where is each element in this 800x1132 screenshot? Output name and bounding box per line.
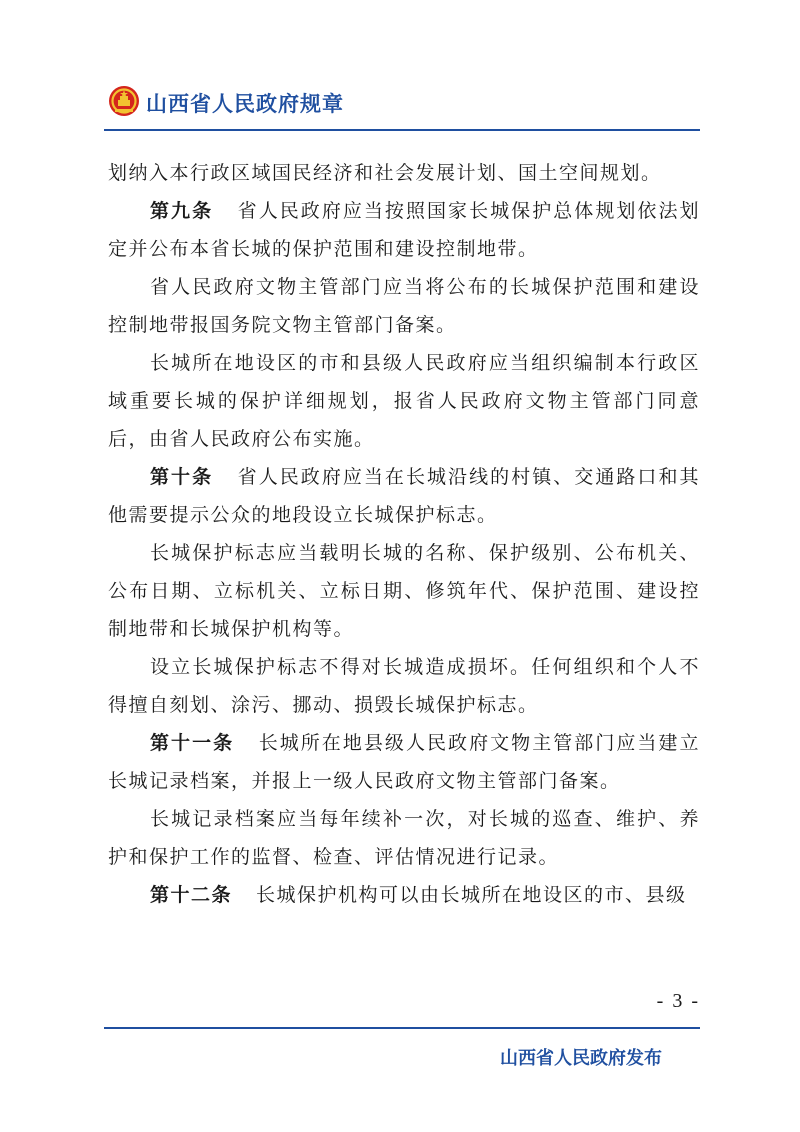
footer-title: 山西省人民政府发布 bbox=[500, 1048, 662, 1069]
national-emblem-icon bbox=[108, 84, 140, 118]
paragraph-text: 长城所在地设区的市和县级人民政府应当组织编制本行政区域重要长城的保护详细规划，报省人民政府文物主管部门同意后，由省人民政府公布实施。 bbox=[108, 352, 700, 450]
header-divider bbox=[104, 129, 700, 131]
paragraph-text: 长城记录档案应当每年续补一次，对长城的巡查、维护、养护和保护工作的监督、检查、评估情况进行记录。 bbox=[108, 808, 700, 868]
paragraph bbox=[108, 344, 700, 458]
paragraph bbox=[108, 724, 700, 800]
footer-divider bbox=[104, 1027, 700, 1029]
paragraph bbox=[108, 192, 700, 268]
paragraph bbox=[108, 648, 700, 724]
paragraph-text: 省人民政府文物主管部门应当将公布的长城保护范围和建设控制地带报国务院文物主管部门备案。 bbox=[108, 276, 700, 336]
paragraph-text: 省人民政府应当在长城沿线的村镇、交通路口和其他需要提示公众的地段设立长城保护标志。 bbox=[108, 466, 700, 526]
page-number: - 3 - bbox=[656, 990, 700, 1012]
article-number: 第十条 bbox=[150, 466, 214, 488]
paragraph-text: 设立长城保护标志不得对长城造成损坏。任何组织和个人不得擅自刻划、涂污、挪动、损毁长城保护标志。 bbox=[108, 656, 700, 716]
paragraph-text: 长城保护标志应当载明长城的名称、保护级别、公布机关、公布日期、立标机关、立标日期、修筑年代、保护范围、建设控制地带和长城保护机构等。 bbox=[108, 542, 700, 640]
article-number: 第九条 bbox=[150, 200, 214, 222]
paragraph bbox=[108, 268, 700, 344]
paragraph-text: 长城所在地县级人民政府文物主管部门应当建立长城记录档案，并报上一级人民政府文物主管部门备案。 bbox=[108, 732, 700, 792]
header-title: 山西省人民政府规章 bbox=[146, 92, 344, 116]
paragraph bbox=[108, 800, 700, 876]
paragraph bbox=[108, 458, 700, 534]
paragraph bbox=[108, 154, 700, 192]
article-number: 第十一条 bbox=[150, 732, 235, 754]
paragraph bbox=[108, 534, 700, 648]
paragraph bbox=[108, 876, 700, 914]
article-number: 第十二条 bbox=[150, 884, 233, 906]
paragraph-text: 长城保护机构可以由长城所在地设区的市、县级 bbox=[256, 884, 687, 906]
page-header bbox=[104, 84, 700, 128]
paragraph-text: 省人民政府应当按照国家长城保护总体规划依法划定并公布本省长城的保护范围和建设控制地带。 bbox=[108, 200, 700, 260]
paragraph-text: 划纳入本行政区域国民经济和社会发展计划、国土空间规划。 bbox=[108, 162, 662, 184]
document-body bbox=[108, 154, 700, 914]
